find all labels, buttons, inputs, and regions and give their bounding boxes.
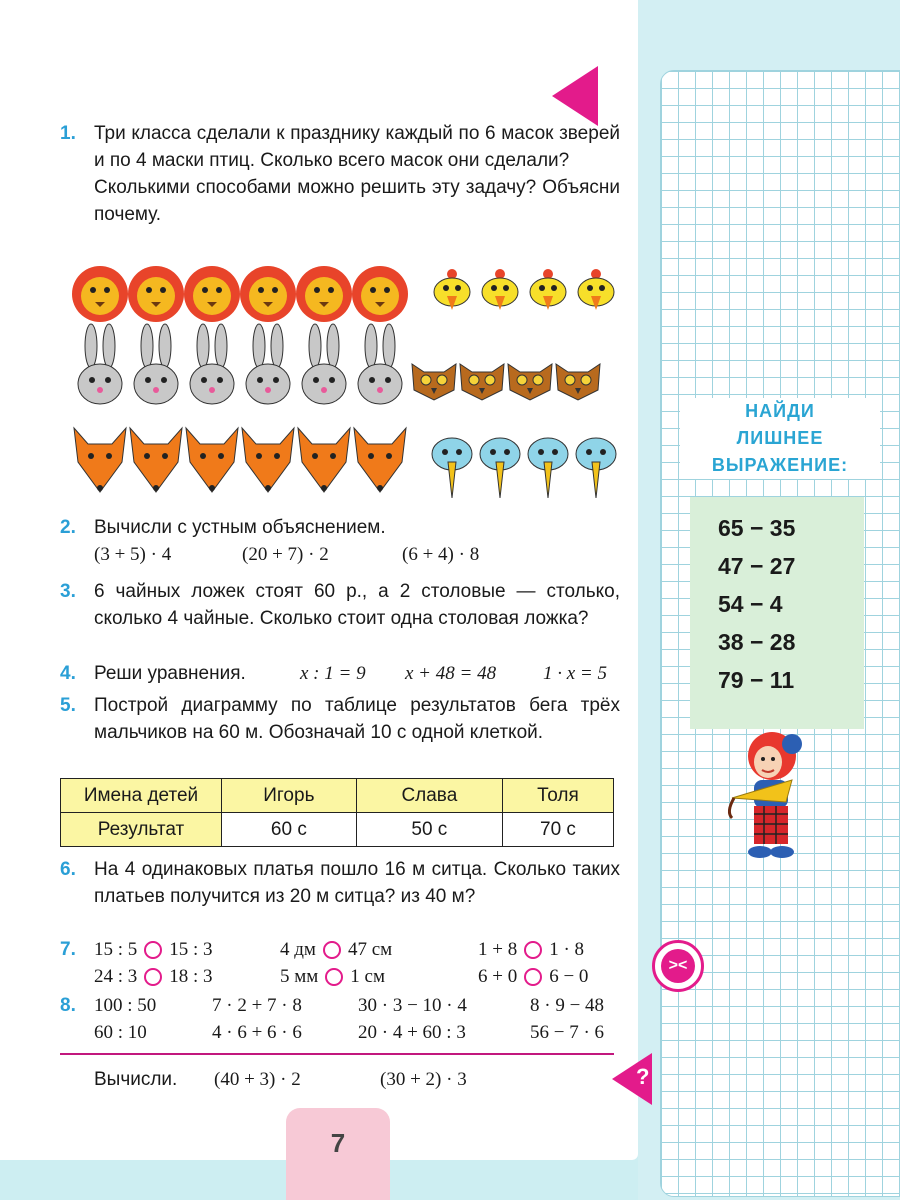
odd-one-out-title <box>680 398 880 479</box>
odd-expression: 38 − 28 <box>718 629 796 655</box>
rabbit-mask-icon <box>134 324 178 404</box>
task-7 <box>60 936 620 990</box>
expression: 20 · 4 + 60 : 3 <box>358 1022 466 1043</box>
chick-mask-icon <box>482 269 518 310</box>
equation: x + 48 = 48 <box>405 663 497 684</box>
girl-with-umbrella-illustration <box>712 728 822 860</box>
table-header-cell: Имена детей <box>61 779 222 813</box>
task-2-text: Вычисли с устным объяснением. <box>94 517 386 538</box>
lion-mask-icon <box>296 266 352 322</box>
table-cell: 50 с <box>356 813 502 847</box>
task-5-text: Построй диаграмму по таблице результатов бега трёх мальчиков на 60 м. Обозначай 10 с одной клеткой. <box>94 695 620 743</box>
bird-beak-mask-icon <box>528 438 568 498</box>
compare-badge-icon <box>652 940 704 992</box>
equation: x : 1 = 9 <box>300 663 366 684</box>
expression: 60 : 10 <box>94 1022 147 1043</box>
expression: 100 : 50 <box>94 995 157 1016</box>
task-8 <box>60 992 620 1046</box>
table-cell: 60 с <box>222 813 357 847</box>
expression: 30 · 3 − 10 · 4 <box>358 995 467 1016</box>
table-header-cell: Слава <box>356 779 502 813</box>
expression: (20 + 7) · 2 <box>242 544 329 565</box>
compare-circle-icon[interactable] <box>144 941 162 959</box>
results-table <box>60 778 614 847</box>
expression: 8 · 9 − 48 <box>530 995 605 1016</box>
owl-mask-icon <box>556 364 600 400</box>
task-number: 5. <box>60 695 76 716</box>
comparison-row <box>94 963 620 990</box>
fox-mask-icon <box>242 428 294 492</box>
expression: 1 см <box>350 966 386 987</box>
rabbit-mask-icon <box>358 324 402 404</box>
bird-beak-mask-icon <box>576 438 616 498</box>
chick-mask-icon <box>578 269 614 310</box>
extra-task <box>60 1066 620 1093</box>
compare-circle-icon[interactable] <box>323 941 341 959</box>
page-number: 7 <box>286 1108 390 1200</box>
section-divider <box>60 1053 614 1055</box>
page-marker-triangle-icon <box>552 66 598 126</box>
compare-circle-icon[interactable] <box>144 968 162 986</box>
task-number: 7. <box>60 939 76 960</box>
compare-circle-icon[interactable] <box>325 968 343 986</box>
task-number: 1. <box>60 123 76 144</box>
comparison-row <box>94 936 620 963</box>
expression: (30 + 2) · 3 <box>380 1069 467 1090</box>
task-number: 8. <box>60 995 76 1016</box>
rabbit-mask-icon <box>302 324 346 404</box>
table-header-cell: Толя <box>502 779 613 813</box>
expression: 4 · 6 + 6 · 6 <box>212 1022 302 1043</box>
table-row <box>61 813 614 847</box>
task-number: 6. <box>60 859 76 880</box>
compare-circle-icon[interactable] <box>524 941 542 959</box>
expression: (3 + 5) · 4 <box>94 544 172 565</box>
badge-symbol: >< <box>661 949 695 983</box>
expression: 6 + 0 <box>478 966 518 987</box>
task-1-text: Три класса сделали к празднику каждый по 6 масок зверей и по 4 маски птиц. Сколько всего масок они сделали? <box>94 123 620 171</box>
expression: 15 : 3 <box>169 939 213 960</box>
task-1 <box>60 120 620 228</box>
expression: 47 см <box>347 939 393 960</box>
expression: 18 : 3 <box>169 966 213 987</box>
odd-expression: 47 − 27 <box>718 553 796 579</box>
expression: 1 · 8 <box>549 939 585 960</box>
fox-mask-icon <box>186 428 238 492</box>
task-4 <box>60 660 620 687</box>
odd-expression: 54 − 4 <box>718 591 783 617</box>
owl-mask-icon <box>508 364 552 400</box>
lion-mask-icon <box>128 266 184 322</box>
expression: 56 − 7 · 6 <box>530 1022 605 1043</box>
owl-mask-icon <box>460 364 504 400</box>
animal-masks-illustration <box>72 258 620 508</box>
chick-mask-icon <box>530 269 566 310</box>
question-mark-icon: ? <box>636 1064 650 1089</box>
compare-circle-icon[interactable] <box>524 968 542 986</box>
fox-mask-icon <box>130 428 182 492</box>
table-cell: Результат <box>61 813 222 847</box>
expression: 6 − 0 <box>549 966 589 987</box>
fox-mask-icon <box>354 428 406 492</box>
rabbit-mask-icon <box>78 324 122 404</box>
expression: (6 + 4) · 8 <box>402 544 480 565</box>
lion-mask-icon <box>184 266 240 322</box>
odd-expression: 79 − 11 <box>718 667 795 693</box>
task-1-question: Сколькими способами можно решить эту задачу? Объясни почему. <box>94 177 620 225</box>
task-4-text: Реши уравнения. <box>94 663 246 684</box>
table-header-cell: Игорь <box>222 779 357 813</box>
task-3 <box>60 578 620 632</box>
extra-task-label: Вычисли. <box>94 1069 178 1090</box>
lion-mask-icon <box>72 266 128 322</box>
bird-beak-mask-icon <box>432 438 472 498</box>
table-row <box>61 779 614 813</box>
rabbit-mask-icon <box>246 324 290 404</box>
odd-expression: 65 − 35 <box>718 515 796 541</box>
equation: 1 · x = 5 <box>543 663 608 684</box>
task-number: 2. <box>60 517 76 538</box>
bird-beak-mask-icon <box>480 438 520 498</box>
fox-mask-icon <box>74 428 126 492</box>
task-6-text: На 4 одинаковых платья пошло 16 м ситца. Сколько таких платьев получится из 20 м ситца? из 40 м? <box>94 859 620 907</box>
expression: (40 + 3) · 2 <box>214 1069 301 1090</box>
expression: 5 мм <box>280 966 319 987</box>
task-6 <box>60 856 620 910</box>
task-5 <box>60 692 620 746</box>
odd-one-out-box <box>690 497 864 729</box>
task-number: 4. <box>60 663 76 684</box>
title-line: НАЙДИ <box>745 401 815 421</box>
expression: 15 : 5 <box>94 939 138 960</box>
table-cell: 70 с <box>502 813 613 847</box>
task-3-text: 6 чайных ложек стоят 60 р., а 2 столовые — столько, сколько 4 чайные. Сколько стоит одна столовая ложка? <box>94 581 620 629</box>
expression: 7 · 2 + 7 · 8 <box>212 995 302 1016</box>
owl-mask-icon <box>412 364 456 400</box>
expression: 1 + 8 <box>478 939 518 960</box>
chick-mask-icon <box>434 269 470 310</box>
title-line: ЛИШНЕЕ <box>736 428 824 448</box>
expression: 24 : 3 <box>94 966 138 987</box>
title-line: ВЫРАЖЕНИЕ: <box>711 455 849 475</box>
fox-mask-icon <box>298 428 350 492</box>
expression: 4 дм <box>280 939 316 960</box>
lion-mask-icon <box>240 266 296 322</box>
rabbit-mask-icon <box>190 324 234 404</box>
task-2 <box>60 514 620 568</box>
task-number: 3. <box>60 581 76 602</box>
lion-mask-icon <box>352 266 408 322</box>
